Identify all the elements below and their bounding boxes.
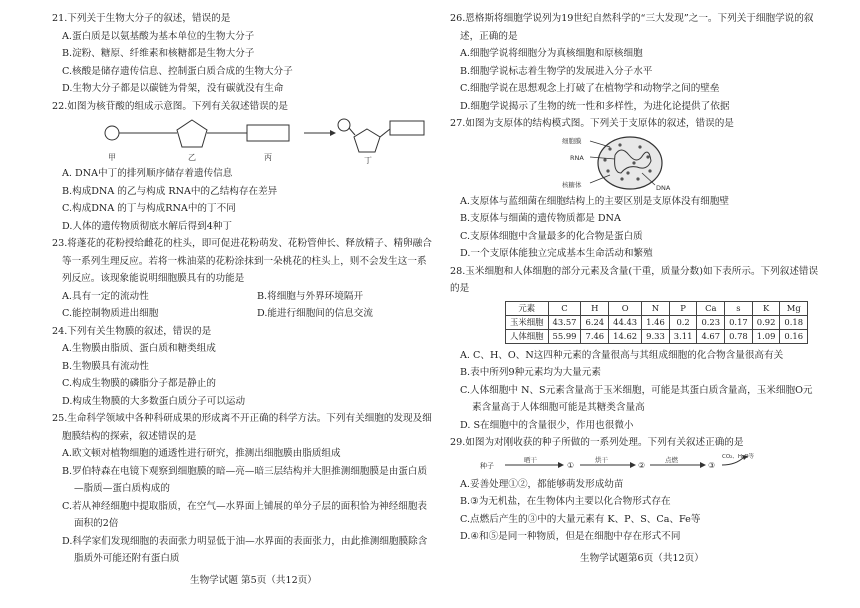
table-header-cell: O <box>609 301 642 315</box>
q26-option-d: D.细胞学说揭示了生物的统一性和多样性，为进化论提供了依据 <box>460 100 730 112</box>
q25-option-c: C.若从神经细胞中提取脂质，在空气—水界面上铺展的单分子层的面积恰为神经细胞表 <box>62 500 428 512</box>
label-yi: 乙 <box>188 153 196 162</box>
table-header-cell: Ca <box>697 301 725 315</box>
q24-option-b: B.生物膜具有流动性 <box>62 360 149 372</box>
cell-membrane-ellipse <box>598 137 662 189</box>
q28-option-d: D. S在细胞中的含量很少，作用也很微小 <box>460 419 634 431</box>
table-header-cell: Mg <box>780 301 808 315</box>
q21-stem: 21.下列关于生物大分子的叙述，错误的是 <box>52 13 231 24</box>
footer-right: 生物学试题第6页（共12页） <box>580 553 704 564</box>
q25-stem-line2: 胞膜结构的探索，叙述错误的是 <box>62 430 197 442</box>
q29-option-c: C.点燃后产生的③中的大量元素有 K、P、S、Ca、Fe等 <box>460 513 701 525</box>
table-cell: 1.46 <box>642 315 670 329</box>
table-header-cell: s <box>725 301 753 315</box>
table-cell: 玉米细胞 <box>506 315 549 329</box>
q25-option-c-cont: 面积的2倍 <box>74 518 119 529</box>
label-ignite: 点燃 <box>665 455 678 464</box>
q29-option-a: A.妥善处理①②，都能够萌发形成幼苗 <box>460 478 624 490</box>
label-cell-membrane: 细胞膜 <box>562 136 582 145</box>
q23-stem-line1: 23.将蓬花的花粉授给雌花的柱头，即可促进花粉萌发、花粉管伸长、释放精子、精卵融合 <box>52 238 432 249</box>
table-cell: 14.62 <box>609 329 642 343</box>
q23-option-c: C.能控制物质进出细胞 <box>62 308 159 319</box>
label-step-2: ② <box>638 460 646 470</box>
q24-option-c: C.构成生物膜的磷脂分子都是静止的 <box>62 378 216 389</box>
table-header-cell: K <box>752 301 780 315</box>
label-sun-dry: 晒干 <box>524 455 537 464</box>
q27-option-c: C.支原体细胞中含量最多的化合物是蛋白质 <box>460 230 643 242</box>
label-dna: DNA <box>656 183 671 192</box>
q23-stem-line2: 等一系列生理反应。若将一株油菜的花粉涂抹到一朵桃花的柱头上，则不会发生这一系 <box>62 255 427 267</box>
q28-stem-line1: 28.玉米细胞和人体细胞的部分元素及含量(干重，质量分数)如下表所示。下列叙述错误 <box>450 265 819 277</box>
mycoplasma-diagram <box>450 133 850 193</box>
q23-option-b: B.将细胞与外界环境隔开 <box>257 290 364 302</box>
q29-option-b: B.③为无机盐，在生物体内主要以化合物形式存在 <box>460 496 671 507</box>
phosphate-circle <box>105 126 119 140</box>
q25-option-b: B.罗伯特森在电镜下观察到细胞膜的暗—亮—暗三层结构并大胆推测细胞膜是由蛋白质 <box>62 465 428 477</box>
table-row <box>506 315 808 329</box>
q24-option-d: D.构成生物膜的大多数蛋白质分子可以运动 <box>62 395 246 407</box>
table-cell: 0.18 <box>780 315 808 329</box>
sugar-pentagon <box>177 120 207 147</box>
q22-option-d: D.人体的遗传物质彻底水解后得到4种丁 <box>62 220 233 232</box>
table-cell: 0.23 <box>697 315 725 329</box>
label-bing: 丙 <box>264 153 272 162</box>
label-step-1: ① <box>567 460 575 470</box>
nucleotide-pentagon <box>354 129 380 152</box>
table-cell: 6.24 <box>581 315 609 329</box>
q27-option-d: D.一个支原体能独立完成基本生命活动和繁殖 <box>460 248 653 259</box>
table-header-cell: 元素 <box>506 301 549 315</box>
q28-option-c-cont: 素含量高于人体细胞可能是其糖类含量高 <box>472 402 645 413</box>
table-cell: 0.92 <box>752 315 780 329</box>
q23-options-row1 <box>52 288 452 306</box>
label-rna: RNA <box>570 153 584 162</box>
table-cell: 0.17 <box>725 315 753 329</box>
q23-stem-line3: 列反应。该现象能说明细胞膜具有的功能是 <box>62 273 245 284</box>
q22-option-c: C.构成DNA 的丁与构成RNA中的丁不同 <box>62 203 236 214</box>
q22-option-b: B.构成DNA 的乙与构成 RNA中的乙结构存在差异 <box>62 185 278 197</box>
label-seed: 种子 <box>480 461 494 470</box>
table-cell: 人体细胞 <box>506 329 549 343</box>
seed-treatment-diagram <box>450 452 850 476</box>
table-cell: 9.33 <box>642 329 670 343</box>
q27-stem: 27.如图为支原体的结构模式图。下列关于支原体的叙述，错误的是 <box>450 118 734 129</box>
table-cell: 1.09 <box>752 329 780 343</box>
table-cell: 43.57 <box>548 315 581 329</box>
q21-option-d: D.生物大分子都是以碳链为骨架，没有碳就没有生命 <box>62 83 284 94</box>
q21-option-b: B.淀粉、糖原、纤维素和核糖都是生物大分子 <box>62 48 255 59</box>
q21-option-a: A.蛋白质是以氨基酸为基本单位的生物大分子 <box>62 30 255 42</box>
table-cell: 4.67 <box>697 329 725 343</box>
q24-stem: 24.下列有关生物膜的叙述，错误的是 <box>52 325 212 337</box>
q29-option-d: D.④和⑤是同一种物质，但是在细胞中存在形式不同 <box>460 531 681 542</box>
q24-option-a: A.生物膜由脂质、蛋白质和糖类组成 <box>62 343 216 354</box>
label-bake-dry: 烘干 <box>595 455 608 464</box>
q25-stem-line1: 25.生命科学领域中各种科研成果的形成离不开正确的科学方法。下列有关细胞的发现及细 <box>52 413 432 424</box>
base-rect <box>247 125 289 141</box>
table-cell: 7.46 <box>581 329 609 343</box>
q27-option-b: B.支原体与细菌的遗传物质都是 DNA <box>460 213 621 224</box>
left-column <box>52 10 452 568</box>
q28-option-a: A. C、H、O、N这四种元素的含量很高与其组成细胞的化合物含量很高有关 <box>460 349 784 361</box>
label-jia: 甲 <box>108 153 116 162</box>
table-header-cell: N <box>642 301 670 315</box>
table-row <box>506 329 808 343</box>
table-header-cell: C <box>548 301 581 315</box>
q22-stem: 22.如图为核苷酸的组成示意图。下列有关叙述错误的是 <box>52 100 288 112</box>
q26-stem-line1: 26.恩格斯将细胞学说列为19世纪自然科学的“三大发现”之一。下列关于细胞学说的叙 <box>450 13 814 24</box>
table-cell: 55.99 <box>548 329 581 343</box>
element-table <box>505 301 808 344</box>
table-header-cell: P <box>669 301 697 315</box>
table-cell: 44.43 <box>609 315 642 329</box>
q22-option-a: A. DNA中丁的排列顺序储存着遗传信息 <box>62 168 233 179</box>
q26-option-a: A.细胞学说将细胞分为真核细胞和原核细胞 <box>460 48 643 59</box>
table-header-row <box>506 301 808 315</box>
right-column <box>450 10 850 546</box>
label-co2-h2o: CO₂、H₂O等 <box>722 453 755 460</box>
table-cell: 0.78 <box>725 329 753 343</box>
q26-stem-line2: 述，正确的是 <box>460 30 518 42</box>
q25-option-a: A.欧文顿对植物细胞的通透性进行研究，推测出细胞膜由脂质组成 <box>62 448 341 459</box>
label-ding: 丁 <box>364 156 372 165</box>
q26-option-c: C.细胞学说在思想观念上打破了在植物学和动物学之间的壁垒 <box>460 83 720 94</box>
q28-stem-line2: 的是 <box>450 283 470 294</box>
nucleotide-diagram <box>92 115 452 165</box>
table-cell: 0.2 <box>669 315 697 329</box>
footer-left: 生物学试题 第5页（共12页） <box>190 575 317 586</box>
q28-option-b: B.表中所列9种元素均为大量元素 <box>460 367 601 378</box>
table-header-cell: H <box>581 301 609 315</box>
q27-option-a: A.支原体与蓝细菌在细胞结构上的主要区别是支原体没有细胞壁 <box>460 195 730 207</box>
table-cell: 3.11 <box>669 329 697 343</box>
label-ribosome: 核糖体 <box>562 180 582 189</box>
q23-option-a: A.具有一定的流动性 <box>62 290 149 302</box>
q25-option-d: D.科学家们发现细胞的表面张力明显低于油—水界面的表面张力，由此推测细胞膜除含 <box>62 535 428 547</box>
q21-option-c: C.核酸是储存遗传信息、控制蛋白质合成的生物大分子 <box>62 65 293 77</box>
q23-option-d: D.能进行细胞间的信息交流 <box>257 308 373 319</box>
q29-stem: 29.如图为对刚收获的种子所做的一系列处理。下列有关叙述正确的是 <box>450 437 744 448</box>
q26-option-b: B.细胞学说标志着生物学的发展进入分子水平 <box>460 65 653 77</box>
q23-options-row2 <box>52 305 452 323</box>
table-cell: 0.16 <box>780 329 808 343</box>
q28-option-c: C.人体细胞中 N、S元素含量高于玉米细胞，可能是其蛋白质含量高，玉米细胞O元 <box>460 384 813 396</box>
q25-option-d-cont: 脂质外可能还附有蛋白质 <box>74 553 180 564</box>
q25-option-b-cont: —脂质—蛋白质构成的 <box>74 483 170 494</box>
label-step-3: ③ <box>708 460 716 470</box>
